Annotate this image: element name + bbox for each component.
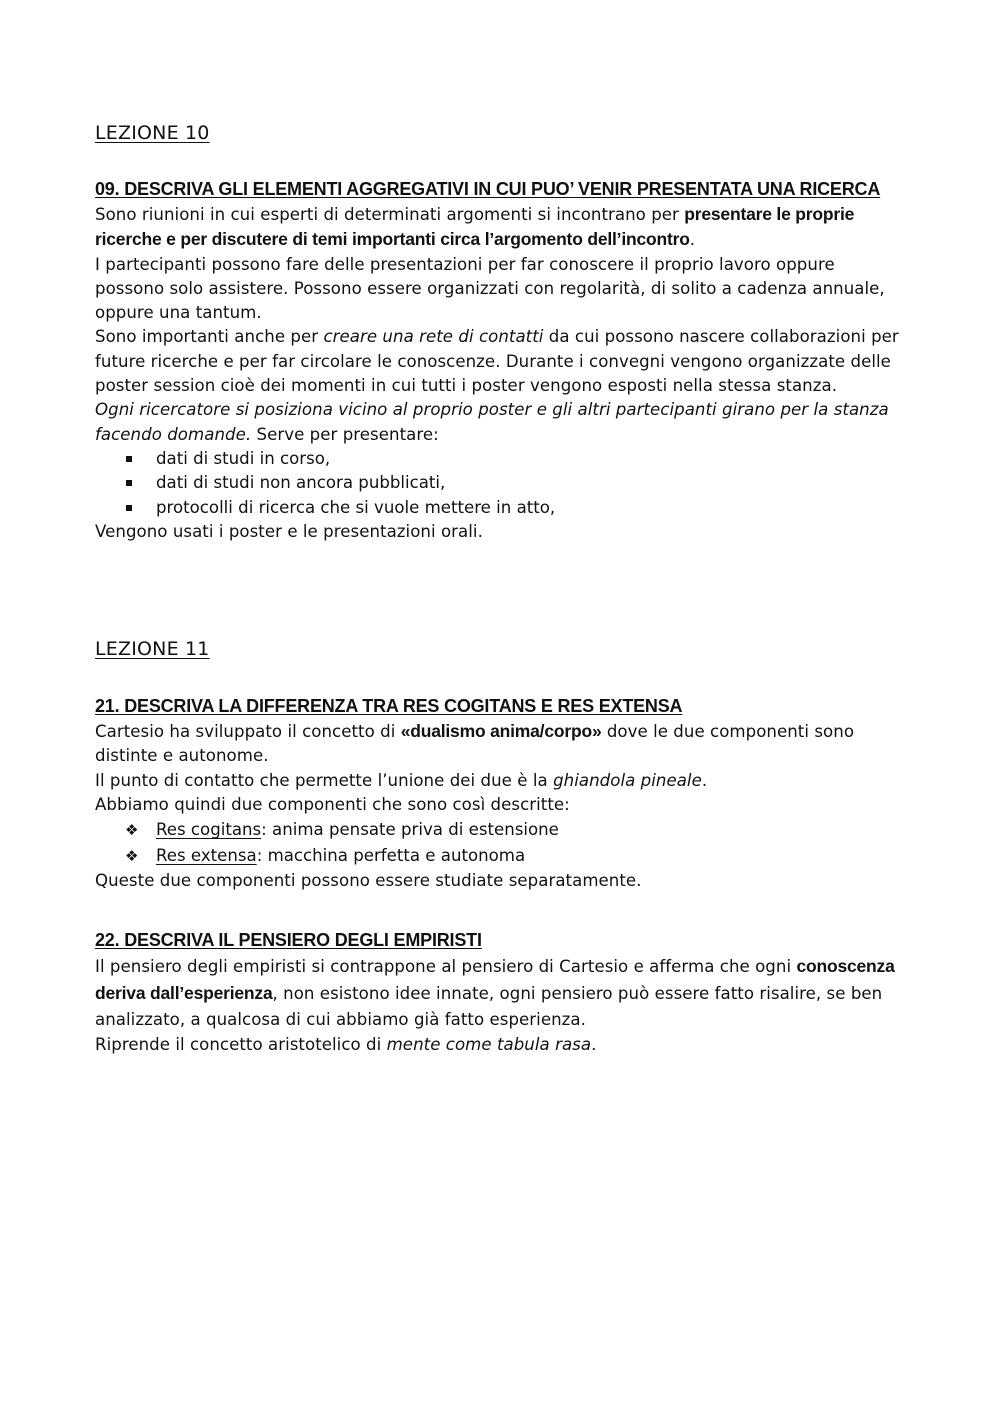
text: , non esistono idee innate, ogni pensiero può essere fatto risalire, se ben analizzato, a qualcosa di cui abbiamo già fatto esperienza.: [95, 984, 883, 1029]
paragraph: Queste due componenti possono essere studiate separatamente.: [95, 871, 642, 891]
bold-text: conoscenza deriva dall’esperienza: [95, 956, 895, 1003]
list-item: [95, 817, 905, 843]
italic-text: ghiandola pineale: [553, 770, 702, 790]
italic-text: mente come tabula rasa: [386, 1035, 592, 1054]
paragraph: I partecipanti possono fare delle presentazioni per far conoscere il proprio lavoro oppure possono solo assistere. Possono essere organizzati con regolarità, di solito a cadenza annuale, oppure una tantum.: [95, 254, 885, 323]
text: Sono riunioni in cui esperti di determinati argomenti si incontrano per: [95, 205, 685, 224]
list-item: [95, 843, 905, 869]
text: .: [591, 1035, 597, 1054]
lesson-10-section: [95, 121, 905, 145]
text: Riprende il concetto aristotelico di: [95, 1035, 387, 1054]
text: Cartesio ha sviluppato il concetto di: [95, 722, 401, 741]
paragraph: [95, 769, 905, 793]
question-21-heading: 21. DESCRIVA LA DIFFERENZA TRA RES COGITANS E RES EXTENSA: [95, 696, 683, 716]
paragraph: Vengono usati i poster e le presentazioni orali.: [95, 521, 483, 541]
square-bullet-icon: [126, 456, 132, 462]
paragraph: Abbiamo quindi due componenti che sono così descritte:: [95, 794, 570, 814]
paragraph: [95, 325, 905, 398]
square-bullet-icon: [126, 480, 132, 486]
term: Res cogitans: [156, 820, 262, 840]
lesson-11-title: LEZIONE 11: [95, 638, 210, 660]
paragraph: [95, 398, 905, 447]
paragraph: [95, 202, 905, 253]
definition: : anima pensate priva di estensione: [261, 820, 559, 840]
question-21-block: [95, 694, 905, 893]
text: Serve per presentare:: [251, 424, 439, 444]
text: dove le due componenti sono distinte e autonome.: [95, 722, 855, 766]
text: Sono importanti anche per: [95, 327, 324, 347]
definition: : macchina perfetta e autonoma: [256, 846, 526, 866]
question-09-heading: 09. DESCRIVA GLI ELEMENTI AGGREGATIVI IN CUI PUO’ VENIR PRESENTATA UNA RICERCA: [95, 179, 881, 199]
paragraph: [95, 1033, 905, 1057]
diamond-bullet-icon: ❖: [125, 847, 139, 866]
italic-text: creare una rete di contatti: [323, 327, 544, 347]
question-09-block: [95, 177, 905, 544]
diamond-bullet-icon: ❖: [125, 821, 139, 840]
text: .: [689, 230, 696, 250]
question-22-block: [95, 928, 905, 1057]
lesson-10-title: LEZIONE 10: [95, 122, 210, 144]
bold-text: «dualismo anima/corpo»: [400, 721, 602, 741]
italic-text: Ogni ricercatore si posiziona vicino al proprio poster e gli altri partecipanti girano per la stanza facendo domande.: [95, 400, 889, 444]
text: Il punto di contatto che permette l’unione dei due è la: [95, 770, 554, 790]
paragraph: [95, 719, 905, 769]
text: Il pensiero degli empiristi si contrappone al pensiero di Cartesio e afferma che ogni: [95, 957, 797, 976]
list-item: [95, 447, 905, 471]
list-item-text: dati di studi in corso,: [156, 448, 331, 468]
bullet-list: [95, 447, 905, 520]
paragraph: [95, 953, 905, 1033]
question-22-heading: 22. DESCRIVA IL PENSIERO DEGLI EMPIRISTI: [95, 930, 482, 950]
term: Res extensa: [156, 846, 257, 866]
text: da cui possono nascere collaborazioni per future ricerche e per far circolare le conoscenze. Durante i convegni vengono organizzate delle poster session cioè dei momenti in cui tutti i poster vengono esposti nella stessa stanza.: [95, 327, 899, 396]
diamond-bullet-list: [95, 817, 905, 869]
text: .: [701, 770, 708, 790]
list-item: [95, 496, 905, 520]
square-bullet-icon: [126, 505, 132, 511]
list-item: [95, 471, 905, 495]
list-item-text: protocolli di ricerca che si vuole mettere in atto,: [156, 497, 556, 517]
lesson-11-section: [95, 637, 905, 661]
bold-text: presentare le proprie ricerche e per discutere di temi importanti circa l’argomento dell’incontro: [95, 204, 855, 250]
list-item-text: dati di studi non ancora pubblicati,: [156, 473, 446, 493]
